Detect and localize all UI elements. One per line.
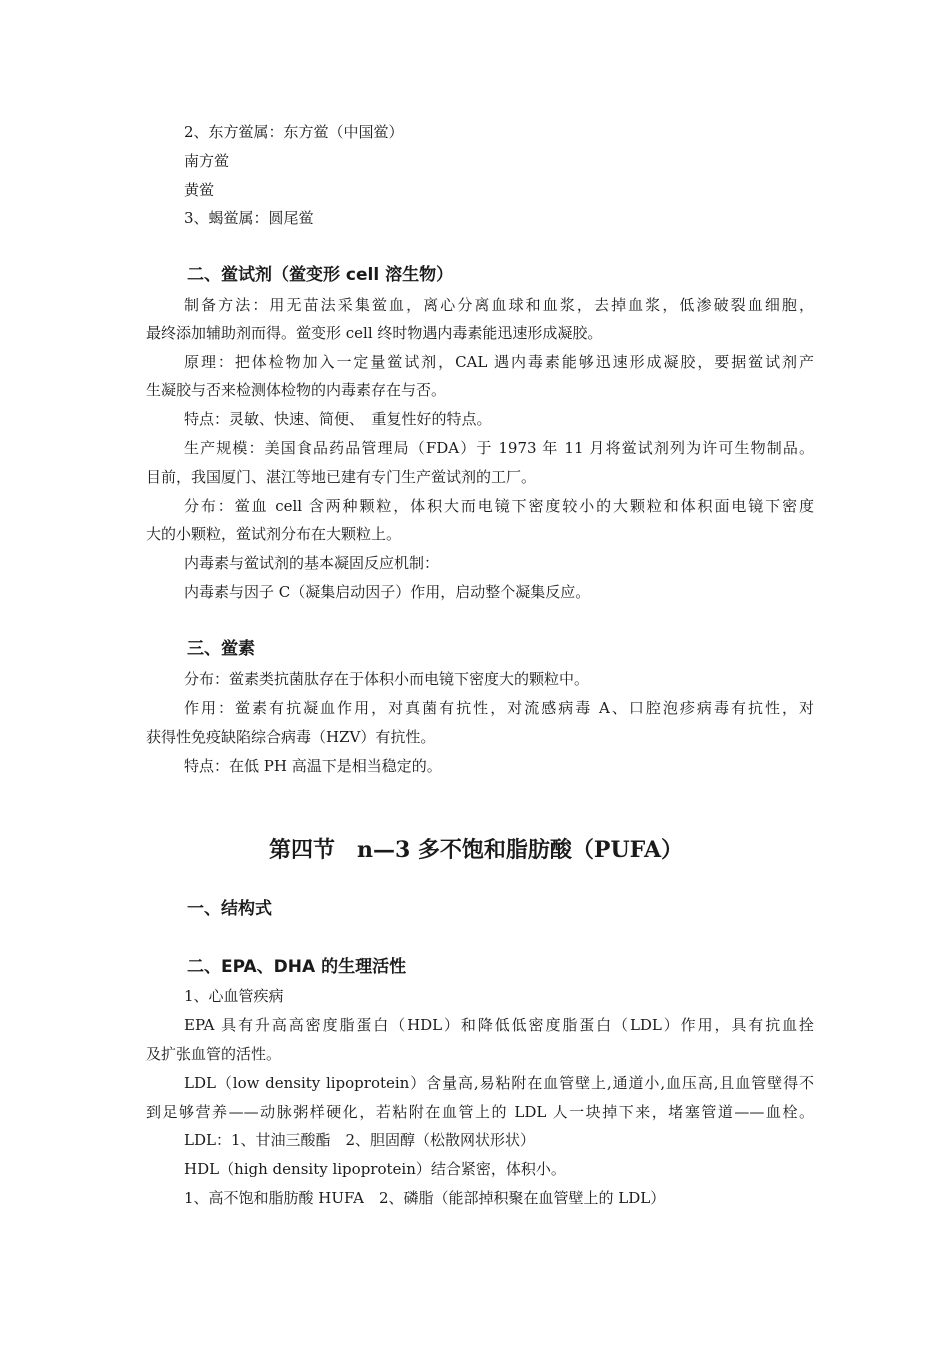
paragraph-line: 特点：灵敏、快速、简便、 重复性好的特点。 — [184, 410, 492, 428]
paragraph-line: 到足够营养——动脉粥样硬化，若粘附在血管上的 LDL 人一块掉下来，堵塞管道——血栓。 — [146, 1103, 814, 1121]
paragraph-line: LDL（low density lipoprotein）含量高,易粘附在血管壁上,通道小,血压高,且血管壁得不 — [184, 1074, 814, 1092]
chapter-title: 第四节 n—3 多不饱和脂肪酸（PUFA） — [268, 837, 684, 863]
paragraph-line: 1、高不饱和脂肪酸 HUFA 2、磷脂（能部掉积聚在血管壁上的 LDL） — [184, 1189, 666, 1207]
paragraph-line: 特点：在低 PH 高温下是相当稳定的。 — [184, 757, 442, 775]
paragraph-line: 获得性免疫缺陷综合病毒（HZV）有抗性。 — [146, 728, 436, 746]
paragraph-line: 分布：鲎素类抗菌肽存在于体积小而电镜下密度大的颗粒中。 — [184, 670, 590, 688]
list-item: 3、蝎鲎属：圆尾鲎 — [184, 209, 314, 227]
list-item: 2、东方鲎属：东方鲎（中国鲎） — [184, 123, 404, 141]
list-item: 南方鲎 — [184, 152, 230, 170]
list-item: 1、心血管疾病 — [184, 987, 284, 1005]
paragraph-line: 及扩张血管的活性。 — [146, 1045, 282, 1063]
paragraph-line: 生凝胶与否来检测体检物的内毒素存在与否。 — [146, 381, 447, 399]
paragraph-line: LDL：1、甘油三酸酯 2、胆固醇（松散网状形状） — [184, 1131, 536, 1149]
paragraph-line: 大的小颗粒，鲎试剂分布在大颗粒上。 — [146, 525, 402, 543]
paragraph-line: 内毒素与因子 C（凝集启动因子）作用，启动整个凝集反应。 — [184, 583, 591, 601]
section-heading: 三、鲎素 — [187, 639, 255, 659]
paragraph-line: 分布：鲎血 cell 含两种颗粒，体积大而电镜下密度较小的大颗粒和体积面电镜下密度 — [184, 497, 814, 515]
list-item: 黄鲎 — [184, 181, 215, 199]
paragraph-line: 生产规模：美国食品药品管理局（FDA）于 1973 年 11 月将鲎试剂列为许可生物制品。 — [184, 439, 814, 457]
paragraph-line: 内毒素与鲎试剂的基本凝固反应机制： — [184, 554, 440, 572]
paragraph-line: 作用：鲎素有抗凝血作用，对真菌有抗性，对流感病毒 A、口腔泡疹病毒有抗性，对 — [184, 699, 814, 717]
paragraph-line: 原理：把体检物加入一定量鲎试剂，CAL 遇内毒素能够迅速形成凝胶，要据鲎试剂产 — [184, 353, 814, 371]
paragraph-line: 制备方法：用无苗法采集鲎血，离心分离血球和血浆，去掉血浆，低渗破裂血细胞， — [184, 296, 814, 314]
section-heading: 二、EPA、DHA 的生理活性 — [187, 957, 407, 977]
paragraph-line: HDL（high density lipoprotein）结合紧密，体积小。 — [184, 1160, 566, 1178]
paragraph-line: 目前，我国厦门、湛江等地已建有专门生产鲎试剂的工厂。 — [146, 468, 537, 486]
paragraph-line: 最终添加辅助剂而得。鲎变形 cell 终时物遇内毒素能迅速形成凝胶。 — [146, 324, 603, 342]
paragraph-line: EPA 具有升高高密度脂蛋白（HDL）和降低低密度脂蛋白（LDL）作用，具有抗血拴 — [184, 1016, 814, 1034]
section-heading: 二、鲎试剂（鲎变形 cell 溶生物） — [187, 265, 454, 285]
section-heading: 一、结构式 — [187, 899, 272, 919]
